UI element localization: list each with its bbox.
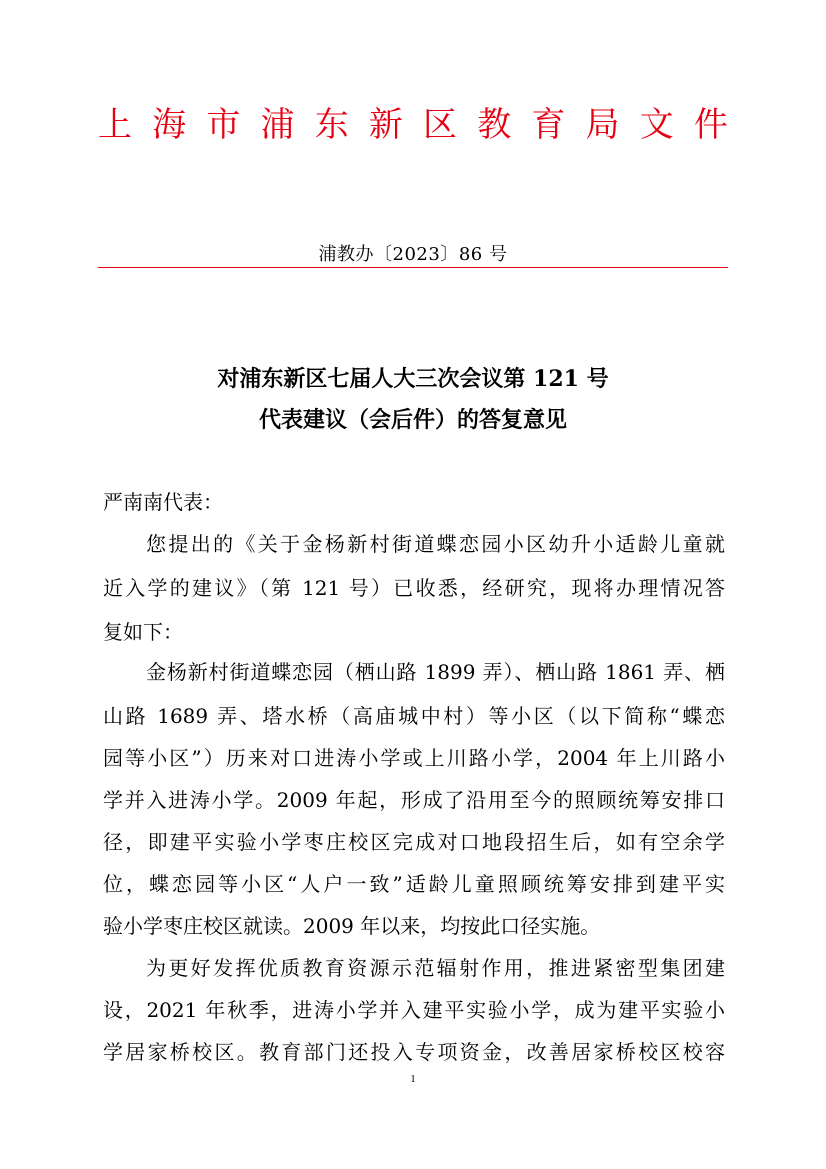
body-line: 学居家桥校区。教育部门还投入专项资金，改善居家桥校区校容 — [103, 1040, 725, 1064]
red-divider-line — [98, 267, 728, 268]
header-char: 新 — [368, 105, 403, 145]
body-line: 验小学枣庄校区就读。2009 年以来，均按此口径实施。 — [103, 914, 601, 938]
body-line: 山路 1689 弄、塔水桥（高庙城中村）等小区（以下简称“蝶恋 — [103, 704, 725, 728]
body-line: 设，2021 年秋季，进涛小学并入建平实验小学，成为建平实验小 — [103, 998, 725, 1022]
document-title-line-2: 代表建议（会后件）的答复意见 — [258, 407, 567, 433]
body-line: 金杨新村街道蝶恋园（栖山路 1899 弄）、栖山路 1861 弄、栖 — [146, 660, 725, 684]
header-char: 教 — [477, 105, 512, 145]
body-line: 径，即建平实验小学枣庄校区完成对口地段招生后，如有空余学 — [103, 830, 725, 854]
header-char: 浦 — [260, 105, 295, 145]
document-number: 浦教办〔2023〕86 号 — [318, 244, 508, 265]
header-char: 局 — [585, 105, 620, 145]
body-line: 近入学的建议》（第 121 号）已收悉，经研究，现将办理情况答 — [103, 576, 725, 600]
body-line: 您提出的《关于金杨新村街道蝶恋园小区幼升小适龄儿童就 — [146, 532, 725, 556]
body-line: 位，蝶恋园等小区“人户一致”适龄儿童照顾统筹安排到建平实 — [103, 872, 725, 896]
document-title-line-1: 对浦东新区七届人大三次会议第 121 号 — [217, 366, 609, 392]
header-char: 区 — [423, 105, 458, 145]
header-char: 市 — [206, 105, 241, 145]
body-line: 复如下： — [103, 620, 183, 644]
body-line: 为更好发挥优质教育资源示范辐射作用，推进紧密型集团建 — [146, 956, 725, 980]
salutation: 严南南代表： — [103, 490, 223, 514]
body-line: 园等小区”）历来对口进涛小学或上川路小学，2004 年上川路小 — [103, 746, 725, 770]
issuing-authority-header — [98, 100, 728, 150]
header-char: 文 — [639, 105, 674, 145]
header-char: 育 — [531, 105, 566, 145]
header-char: 上 — [98, 105, 132, 145]
body-line: 学并入进涛小学。2009 年起，形成了沿用至今的照顾统筹安排口 — [103, 788, 725, 812]
page-number: 1 — [410, 1073, 416, 1085]
header-char: 东 — [314, 105, 349, 145]
header-char: 海 — [152, 105, 187, 145]
header-char: 件 — [693, 105, 728, 145]
